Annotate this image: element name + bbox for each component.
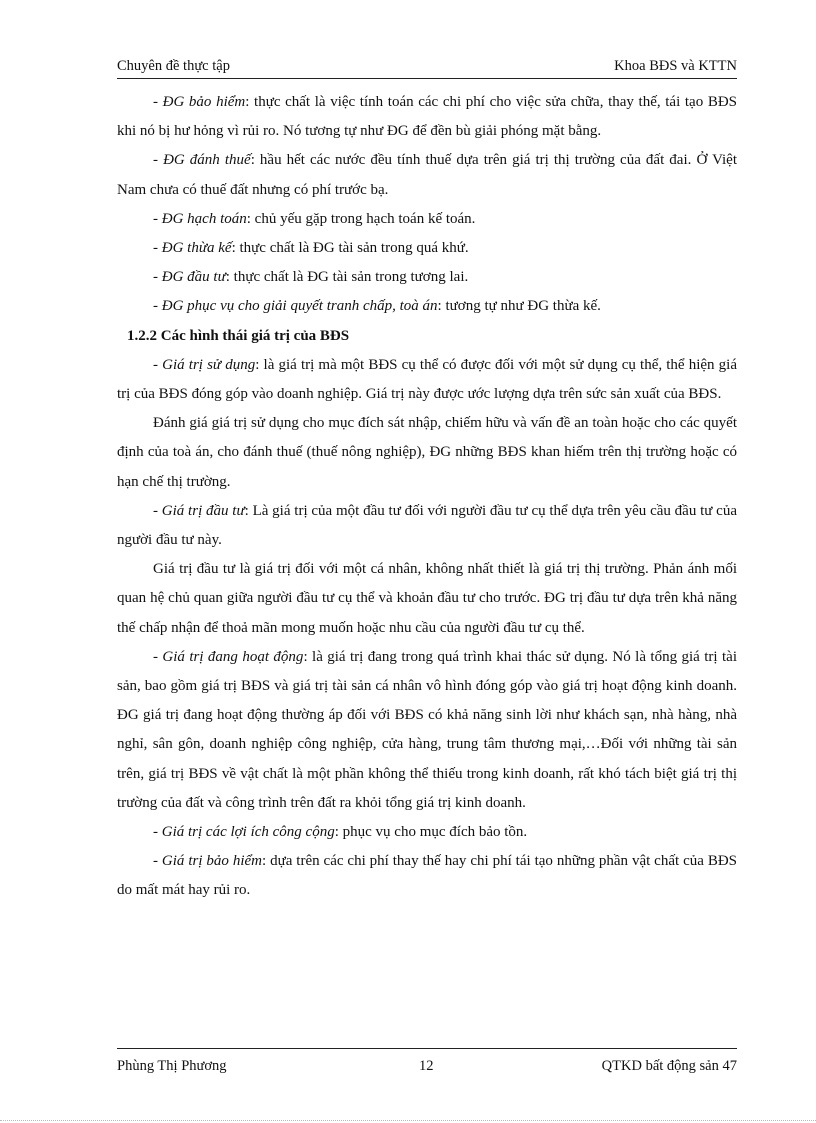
term: ĐG thừa kế [161, 240, 232, 257]
term: ĐG phục vụ cho giải quyết tranh chấp, toà án [161, 298, 438, 315]
page-bottom-divider [0, 1120, 816, 1121]
term: ĐG bảo hiểm [162, 94, 246, 110]
term: Giá trị bảo hiểm [161, 853, 263, 870]
term: ĐG hạch toán [161, 210, 247, 227]
page-body [117, 88, 737, 906]
paragraph: - ĐG bảo hiểm: thực chất là việc tính toán các chi phí cho việc sửa chữa, thay thế, tái tạo BĐS khi nó bị hư hỏng vì rủi ro. Nó tương tự như ĐG để đền bù giải phóng mặt bằng. [117, 94, 738, 140]
paragraph: - Giá trị đang hoạt động: là giá trị đang trong quá trình khai thác sử dụng. Nó là tổng giá trị tài sản, bao gồm giá trị BĐS và giá trị tài sản cá nhân vô hình đóng góp vào giá trị hoạt động kinh doanh. ĐG giá trị đang hoạt động thường áp đối với BĐS có khả năng sinh lời như khách sạn, nhà hàng, nhà nghỉ, sân gôn, doanh nghiệp công nghiệp, cửa hàng, trung tâm thương mại,…Đối với những tài sản trên, giá trị BĐS về vật chất là một phần không thể thiếu trong kinh doanh, rất khó tách biệt giá trị thị trường của đất và công trình trên đất ra khỏi tổng giá trị kinh doanh. [117, 648, 737, 811]
paragraph: - ĐG phục vụ cho giải quyết tranh chấp, toà án: tương tự như ĐG thừa kế. [153, 298, 601, 315]
paragraph: Giá trị đầu tư là giá trị đối với một cá nhân, không nhất thiết là giá trị thị trường. Phản ánh mối quan hệ chủ quan giữa người đầu tư cụ thể và khoản đầu tư cho trước. ĐG trị đầu tư dựa trên khả năng thế chấp nhận để thoả mãn mong muốn hoặc nhu cầu của người đầu tư cụ thể. [117, 561, 737, 636]
term: Giá trị các lợi ích công cộng [161, 824, 335, 841]
term: ĐG đánh thuế [163, 152, 251, 169]
paragraph: - ĐG đầu tư: thực chất là ĐG tài sản trong tương lai. [153, 269, 469, 286]
term: Giá trị đang hoạt động [162, 648, 304, 665]
page-footer [117, 1048, 737, 1081]
page-number: 12 [419, 1058, 434, 1074]
term: Giá trị sử dụng [162, 356, 256, 373]
footer-course: QTKD bất động sản 47 [601, 1058, 737, 1074]
header-right: Khoa BĐS và KTTN [614, 58, 737, 74]
paragraph: Đánh giá giá trị sử dụng cho mục đích sát nhập, chiếm hữu và vấn đề an toàn hoặc cho các quyết định của toà án, cho đánh thuế (thuế nông nghiệp), ĐG những BĐS khan hiếm trên thị trường hoặc có hạn chế thị trường. [117, 415, 737, 490]
section-heading: 1.2.2 Các hình thái giá trị của BĐS [127, 327, 350, 344]
term: Giá trị đầu tư [161, 502, 245, 519]
footer-author: Phùng Thị Phương [117, 1058, 227, 1074]
header-left: Chuyên đề thực tập [117, 58, 230, 74]
paragraph: - ĐG hạch toán: chủ yếu gặp trong hạch toán kế toán. [153, 210, 476, 227]
page-header [117, 56, 737, 79]
paragraph: - Giá trị bảo hiểm: dựa trên các chi phí thay thế hay chi phí tái tạo những phần vật chất của BĐS do mất mát hay rủi ro. [117, 853, 737, 899]
paragraph: - Giá trị đầu tư: Là giá trị của một đầu tư đối với người đầu tư cụ thể dựa trên yêu cầu đầu tư của người đầu tư này. [117, 502, 737, 549]
term: ĐG đầu tư [161, 269, 226, 286]
paragraph: - ĐG đánh thuế: hầu hết các nước đều tính thuế dựa trên giá trị thị trường của đất đai. Ở Việt Nam chưa có thuế đất nhưng có phí trước bạ. [117, 152, 737, 198]
paragraph: - Giá trị các lợi ích công cộng: phục vụ cho mục đích bảo tồn. [153, 824, 528, 841]
paragraph: - Giá trị sử dụng: là giá trị mà một BĐS cụ thể có được đối với một sử dụng cụ thể, thể hiện giá trị của BĐS đóng góp vào doanh nghiệp. Giá trị này được ước lượng dựa trên sức sản xuất của BĐS. [117, 356, 737, 403]
paragraph: - ĐG thừa kế: thực chất là ĐG tài sản trong quá khứ. [153, 240, 469, 257]
